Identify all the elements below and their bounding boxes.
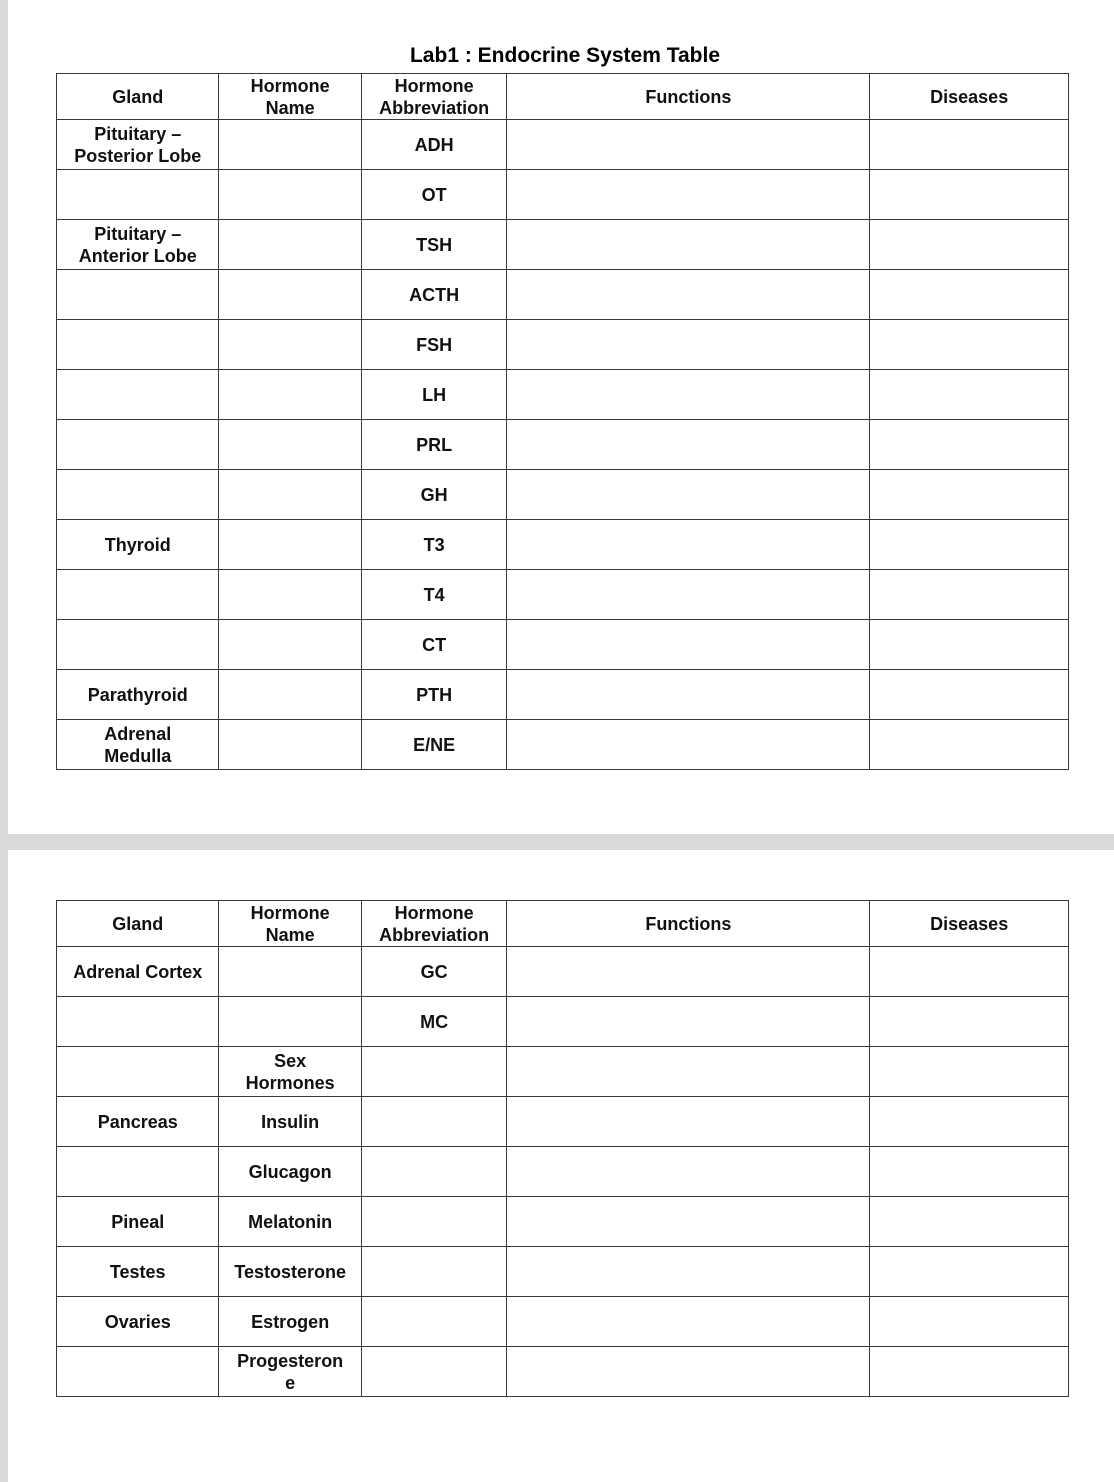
table-row <box>57 120 1069 170</box>
header-line: Name <box>265 97 315 118</box>
table-row <box>57 270 1069 320</box>
table-row <box>57 670 1069 720</box>
functions-cell[interactable] <box>507 320 870 370</box>
functions-cell[interactable] <box>507 720 870 770</box>
diseases-cell[interactable] <box>870 947 1069 997</box>
hormone-name-cell-line: Glucagon <box>248 1161 332 1182</box>
header-line: Abbreviation <box>379 924 490 945</box>
gland-cell <box>57 320 219 370</box>
gland-cell-line: Medulla <box>104 745 172 766</box>
gland-cell <box>57 570 219 620</box>
diseases-cell[interactable] <box>870 570 1069 620</box>
diseases-cell[interactable] <box>870 670 1069 720</box>
hormone-name-cell <box>219 520 361 570</box>
diseases-cell[interactable] <box>870 420 1069 470</box>
abbreviation-cell: PRL <box>361 420 506 470</box>
gland-cell <box>57 670 219 720</box>
header-diseases: Diseases <box>870 74 1069 120</box>
diseases-cell[interactable] <box>870 470 1069 520</box>
table-row <box>57 520 1069 570</box>
table-header-row <box>57 901 1069 947</box>
diseases-cell[interactable] <box>870 120 1069 170</box>
diseases-cell[interactable] <box>870 220 1069 270</box>
hormone-name-cell <box>219 370 361 420</box>
hormone-name-cell <box>219 720 361 770</box>
hormone-name-cell <box>219 670 361 720</box>
diseases-cell[interactable] <box>870 720 1069 770</box>
gland-cell-line: Adrenal Cortex <box>73 961 203 982</box>
diseases-cell[interactable] <box>870 520 1069 570</box>
diseases-cell[interactable] <box>870 270 1069 320</box>
functions-cell[interactable] <box>507 220 870 270</box>
table-row <box>57 420 1069 470</box>
hormone-name-cell-line: Melatonin <box>248 1211 333 1232</box>
gland-cell <box>57 1197 219 1247</box>
table-body-1 <box>57 120 1069 770</box>
abbreviation-cell: ACTH <box>361 270 506 320</box>
hormone-name-cell <box>219 420 361 470</box>
diseases-cell[interactable] <box>870 1097 1069 1147</box>
gland-cell <box>57 370 219 420</box>
gland-cell <box>57 1247 219 1297</box>
header-functions: Functions <box>507 901 870 947</box>
diseases-cell[interactable] <box>870 170 1069 220</box>
gland-cell <box>57 1297 219 1347</box>
hormone-name-cell <box>219 947 361 997</box>
table-row <box>57 370 1069 420</box>
functions-cell[interactable] <box>507 1297 870 1347</box>
hormone-name-cell-line: Progesteron <box>237 1350 344 1371</box>
hormone-name-cell <box>219 1047 361 1097</box>
abbreviation-cell: T4 <box>361 570 506 620</box>
functions-cell[interactable] <box>507 570 870 620</box>
table-row <box>57 320 1069 370</box>
gland-cell-line: Pituitary – <box>94 223 182 244</box>
gland-cell-line: Thyroid <box>104 534 171 555</box>
gland-cell <box>57 620 219 670</box>
gland-cell <box>57 120 219 170</box>
header-line: Hormone <box>250 902 330 923</box>
header-functions: Functions <box>507 74 870 120</box>
hormone-name-cell-line: Hormones <box>245 1072 335 1093</box>
hormone-name-cell-line: Testosterone <box>234 1261 347 1282</box>
header-hormone-abbreviation <box>361 74 506 120</box>
abbreviation-cell: GH <box>361 470 506 520</box>
endocrine-table-2 <box>56 900 1069 1397</box>
abbreviation-cell <box>361 1097 506 1147</box>
gland-cell <box>57 947 219 997</box>
abbreviation-cell: E/NE <box>361 720 506 770</box>
diseases-cell[interactable] <box>870 1197 1069 1247</box>
gland-cell <box>57 1147 219 1197</box>
abbreviation-cell: CT <box>361 620 506 670</box>
gland-cell-line: Anterior Lobe <box>78 245 197 266</box>
table-row <box>57 720 1069 770</box>
header-hormone-name <box>219 901 361 947</box>
functions-cell[interactable] <box>507 120 870 170</box>
gland-cell-line: Pancreas <box>97 1111 178 1132</box>
hormone-name-cell-line: Sex <box>274 1050 307 1071</box>
table-row <box>57 1147 1069 1197</box>
abbreviation-cell: PTH <box>361 670 506 720</box>
functions-cell[interactable] <box>507 1097 870 1147</box>
functions-cell[interactable] <box>507 470 870 520</box>
diseases-cell[interactable] <box>870 620 1069 670</box>
gland-cell <box>57 470 219 520</box>
table-row <box>57 620 1069 670</box>
hormone-name-cell-line: e <box>285 1372 296 1393</box>
functions-cell[interactable] <box>507 370 870 420</box>
hormone-name-cell <box>219 1147 361 1197</box>
abbreviation-cell <box>361 1347 506 1397</box>
header-diseases: Diseases <box>870 901 1069 947</box>
functions-cell[interactable] <box>507 1197 870 1247</box>
functions-cell[interactable] <box>507 520 870 570</box>
hormone-name-cell <box>219 570 361 620</box>
functions-cell[interactable] <box>507 1347 870 1397</box>
hormone-name-cell <box>219 470 361 520</box>
header-gland: Gland <box>57 901 219 947</box>
gland-cell <box>57 1047 219 1097</box>
diseases-cell[interactable] <box>870 1247 1069 1297</box>
hormone-name-cell <box>219 170 361 220</box>
diseases-cell[interactable] <box>870 370 1069 420</box>
header-line: Hormone <box>394 902 474 923</box>
hormone-name-cell <box>219 320 361 370</box>
gland-cell <box>57 997 219 1047</box>
abbreviation-cell: FSH <box>361 320 506 370</box>
hormone-name-cell <box>219 1297 361 1347</box>
hormone-name-cell-line: Estrogen <box>251 1311 330 1332</box>
header-line: Hormone <box>394 75 474 96</box>
table-row <box>57 1097 1069 1147</box>
hormone-name-cell <box>219 120 361 170</box>
hormone-name-cell <box>219 1247 361 1297</box>
functions-cell[interactable] <box>507 1147 870 1197</box>
hormone-name-cell-line: Insulin <box>261 1111 320 1132</box>
gland-cell <box>57 220 219 270</box>
gland-cell <box>57 170 219 220</box>
table-row <box>57 947 1069 997</box>
gland-cell <box>57 270 219 320</box>
diseases-cell[interactable] <box>870 1047 1069 1097</box>
gland-cell-line: Pituitary – <box>94 123 182 144</box>
table-row <box>57 1297 1069 1347</box>
functions-cell[interactable] <box>507 170 870 220</box>
abbreviation-cell: GC <box>361 947 506 997</box>
header-line: Hormone <box>250 75 330 96</box>
functions-cell[interactable] <box>507 270 870 320</box>
abbreviation-cell: LH <box>361 370 506 420</box>
diseases-cell[interactable] <box>870 997 1069 1047</box>
abbreviation-cell <box>361 1147 506 1197</box>
hormone-name-cell <box>219 1347 361 1397</box>
table-header-row <box>57 74 1069 120</box>
abbreviation-cell: MC <box>361 997 506 1047</box>
gland-cell-line: Testes <box>109 1261 166 1282</box>
functions-cell[interactable] <box>507 420 870 470</box>
document-page-2 <box>8 850 1114 1482</box>
hormone-name-cell <box>219 220 361 270</box>
gland-cell <box>57 420 219 470</box>
diseases-cell[interactable] <box>870 320 1069 370</box>
functions-cell[interactable] <box>507 1247 870 1297</box>
header-hormone-abbreviation <box>361 901 506 947</box>
functions-cell[interactable] <box>507 997 870 1047</box>
table-body-2 <box>57 947 1069 1397</box>
header-line: Abbreviation <box>379 97 490 118</box>
header-gland: Gland <box>57 74 219 120</box>
table-row <box>57 1197 1069 1247</box>
table-row <box>57 570 1069 620</box>
gland-cell-line: Adrenal <box>104 723 172 744</box>
header-hormone-name <box>219 74 361 120</box>
table-row <box>57 170 1069 220</box>
gland-cell <box>57 520 219 570</box>
abbreviation-cell <box>361 1047 506 1097</box>
document-title: Lab1 : Endocrine System Table <box>409 44 721 67</box>
table-row <box>57 220 1069 270</box>
hormone-name-cell <box>219 270 361 320</box>
abbreviation-cell: T3 <box>361 520 506 570</box>
table-row <box>57 997 1069 1047</box>
table-row <box>57 470 1069 520</box>
gland-cell <box>57 1097 219 1147</box>
gland-cell-line: Pineal <box>111 1211 165 1232</box>
abbreviation-cell <box>361 1297 506 1347</box>
functions-cell[interactable] <box>507 670 870 720</box>
gland-cell <box>57 1347 219 1397</box>
gland-cell-line: Ovaries <box>104 1311 171 1332</box>
diseases-cell[interactable] <box>870 1297 1069 1347</box>
table-row <box>57 1047 1069 1097</box>
abbreviation-cell: OT <box>361 170 506 220</box>
abbreviation-cell <box>361 1197 506 1247</box>
functions-cell[interactable] <box>507 1047 870 1097</box>
table-row <box>57 1347 1069 1397</box>
document-page-1 <box>8 0 1114 834</box>
gland-cell-line: Posterior Lobe <box>74 145 202 166</box>
hormone-name-cell <box>219 620 361 670</box>
gland-cell-line: Parathyroid <box>87 684 188 705</box>
header-line: Name <box>265 924 315 945</box>
diseases-cell[interactable] <box>870 1347 1069 1397</box>
abbreviation-cell <box>361 1247 506 1297</box>
hormone-name-cell <box>219 997 361 1047</box>
abbreviation-cell: ADH <box>361 120 506 170</box>
hormone-name-cell <box>219 1197 361 1247</box>
table-row <box>57 1247 1069 1297</box>
hormone-name-cell <box>219 1097 361 1147</box>
endocrine-table-1 <box>56 73 1069 770</box>
abbreviation-cell: TSH <box>361 220 506 270</box>
functions-cell[interactable] <box>507 620 870 670</box>
gland-cell <box>57 720 219 770</box>
functions-cell[interactable] <box>507 947 870 997</box>
diseases-cell[interactable] <box>870 1147 1069 1197</box>
